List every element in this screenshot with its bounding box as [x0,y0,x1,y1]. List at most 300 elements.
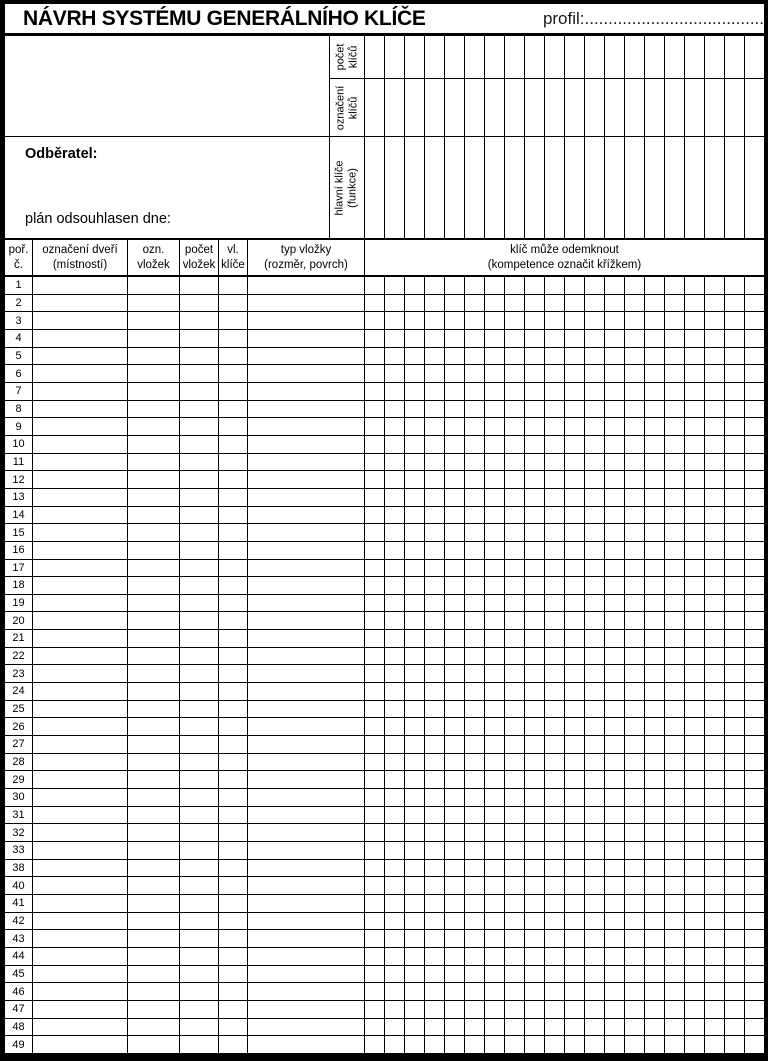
competence-mark-cell [465,842,485,859]
competence-mark-cell [425,648,445,665]
competence-mark-cell [565,295,585,312]
competence-mark-cell [565,1019,585,1036]
competence-mark-cell [425,701,445,718]
competence-mark-cell [365,277,385,294]
cylinder-mark-cell [128,560,180,577]
competence-mark-cell [705,1001,725,1018]
competence-mark-cell [405,630,425,647]
competence-mark-cell [465,895,485,912]
table-row [5,454,764,472]
competence-mark-cell [525,489,545,506]
competence-mark-cell [405,807,425,824]
competence-mark-cell [685,1019,705,1036]
cylinder-count-cell [180,789,219,806]
cylinder-keys-cell [219,560,248,577]
row-number-cell: 49 [5,1036,33,1053]
key-grid-cell [505,36,525,78]
competence-mark-cell [445,789,465,806]
cylinder-keys-cell [219,348,248,365]
key-grid-cell [385,137,405,238]
competence-mark-cell [465,630,485,647]
competence-mark-cell [565,789,585,806]
competence-mark-cell [665,913,685,930]
competence-mark-cell [385,683,405,700]
cylinder-mark-cell [128,630,180,647]
competence-mark-cell [585,560,605,577]
competence-mark-cell [385,401,405,418]
competence-mark-cell [705,789,725,806]
competence-mark-cell [385,277,405,294]
competence-mark-cell [385,524,405,541]
competence-mark-cell [705,895,725,912]
cylinder-mark-cell [128,401,180,418]
column-header-oznaceni-dveri: označení dveří (místností) [33,240,128,275]
competence-mark-cell [625,295,645,312]
cylinder-keys-cell [219,330,248,347]
competence-mark-cell [665,348,685,365]
row-number-cell: 41 [5,895,33,912]
competence-mark-cell [405,754,425,771]
competence-mark-cell [725,312,745,329]
competence-mark-cell [605,524,625,541]
competence-mark-cell [485,895,505,912]
cylinder-mark-cell [128,648,180,665]
row-number-cell: 47 [5,1001,33,1018]
competence-mark-cell [645,789,665,806]
competence-mark-cell [585,330,605,347]
competence-mark-cell [365,842,385,859]
cylinder-type-cell [248,701,365,718]
cylinder-mark-cell [128,789,180,806]
cylinder-count-cell [180,454,219,471]
competence-mark-cell [485,771,505,788]
competence-mark-cell [625,913,645,930]
competence-mark-cell [545,948,565,965]
column-header-ozn-vlozek: ozn. vložek [128,240,180,275]
competence-mark-cell [565,542,585,559]
competence-mark-cell [665,966,685,983]
row-number-cell: 38 [5,860,33,877]
competence-mark-cell [625,595,645,612]
competence-mark-cell [485,683,505,700]
table-row [5,683,764,701]
competence-mark-cell [485,1001,505,1018]
competence-mark-cell [445,454,465,471]
competence-mark-cell [565,489,585,506]
competence-mark-cell [385,895,405,912]
competence-mark-cell [745,930,764,947]
cylinder-keys-cell [219,277,248,294]
competence-mark-cell [385,877,405,894]
door-designation-cell [33,648,128,665]
competence-mark-cell [525,683,545,700]
competence-mark-cell [605,542,625,559]
key-grid-cell [505,79,525,136]
competence-mark-cell [625,524,645,541]
door-designation-cell [33,824,128,841]
competence-mark-cell [585,895,605,912]
competence-mark-cell [605,789,625,806]
cylinder-type-cell [248,913,365,930]
cylinder-keys-cell [219,507,248,524]
competence-mark-cell [365,612,385,629]
competence-mark-cell [745,436,764,453]
competence-mark-cell [725,383,745,400]
door-designation-cell [33,577,128,594]
competence-mark-cell [565,365,585,382]
competence-mark-cell [645,1001,665,1018]
row-label-oznaceni-klicu [330,79,364,137]
competence-mark-cell [385,365,405,382]
competence-mark-cell [585,842,605,859]
cylinder-keys-cell [219,824,248,841]
competence-mark-cell [665,630,685,647]
table-row [5,471,764,489]
competence-mark-cell [445,560,465,577]
competence-mark-cell [705,1019,725,1036]
table-row [5,701,764,719]
competence-mark-cell [685,683,705,700]
competence-mark-cell [645,718,665,735]
cylinder-keys-cell [219,365,248,382]
cylinder-keys-cell [219,612,248,629]
table-row [5,895,764,913]
key-grid-cell [725,137,745,238]
competence-mark-cell [605,948,625,965]
competence-mark-cell [585,454,605,471]
competence-mark-cell [545,983,565,1000]
competence-mark-cell [585,824,605,841]
competence-mark-cell [665,1001,685,1018]
competence-mark-cell [545,383,565,400]
competence-mark-cell [705,683,725,700]
oznaceni-klicu-cells [365,79,764,137]
competence-mark-cell [445,807,465,824]
key-grid-cell [645,137,665,238]
table-row [5,383,764,401]
competence-mark-cell [545,665,565,682]
cylinder-keys-cell [219,754,248,771]
competence-mark-cell [425,683,445,700]
competence-mark-cell [725,330,745,347]
competence-mark-cell [745,277,764,294]
competence-mark-cell [685,771,705,788]
competence-mark-cell [465,860,485,877]
cylinder-type-cell [248,612,365,629]
cylinder-count-cell [180,771,219,788]
competence-mark-cell [505,1036,525,1053]
competence-mark-cell [645,577,665,594]
cylinder-type-cell [248,1001,365,1018]
competence-mark-cell [705,577,725,594]
table-row [5,1001,764,1019]
competence-mark-cell [665,295,685,312]
competence-mark-cell [485,842,505,859]
competence-mark-cell [565,1001,585,1018]
competence-mark-cell [465,1036,485,1053]
competence-mark-cell [705,860,725,877]
competence-mark-cell [525,1036,545,1053]
competence-mark-cell [745,683,764,700]
competence-mark-cell [645,895,665,912]
cylinder-type-cell [248,277,365,294]
cylinder-keys-cell [219,471,248,488]
door-designation-cell [33,842,128,859]
competence-mark-cell [585,507,605,524]
cylinder-count-cell [180,895,219,912]
table-row [5,754,764,772]
competence-mark-cell [445,436,465,453]
competence-mark-cell [365,454,385,471]
competence-mark-cell [665,665,685,682]
door-designation-cell [33,560,128,577]
competence-mark-cell [405,383,425,400]
key-grid-cell [405,36,425,78]
competence-mark-cell [745,365,764,382]
competence-mark-cell [525,983,545,1000]
row-number-cell: 32 [5,824,33,841]
competence-mark-cell [425,436,445,453]
competence-mark-cell [625,348,645,365]
door-designation-cell [33,754,128,771]
competence-mark-cell [545,895,565,912]
competence-mark-cell [565,471,585,488]
competence-mark-cell [705,383,725,400]
row-number-cell: 28 [5,754,33,771]
competence-mark-cell [545,612,565,629]
key-grid-cell [465,36,485,78]
door-designation-cell [33,948,128,965]
competence-mark-cell [445,701,465,718]
competence-mark-cell [365,630,385,647]
competence-mark-cell [485,665,505,682]
competence-mark-cell [705,471,725,488]
competence-mark-cell [505,860,525,877]
table-header-row [5,240,764,277]
competence-mark-cell [745,630,764,647]
competence-mark-cell [685,966,705,983]
table-row [5,630,764,648]
cylinder-keys-cell [219,771,248,788]
cylinder-type-cell [248,966,365,983]
cylinder-keys-cell [219,736,248,753]
cylinder-type-cell [248,524,365,541]
competence-mark-cell [385,930,405,947]
competence-mark-cell [425,401,445,418]
competence-mark-cell [485,718,505,735]
competence-mark-cell [665,577,685,594]
cylinder-mark-cell [128,436,180,453]
competence-mark-cell [365,507,385,524]
competence-mark-cell [645,560,665,577]
competence-mark-cell [745,983,764,1000]
cylinder-keys-cell [219,789,248,806]
competence-mark-cell [645,930,665,947]
competence-mark-cell [685,312,705,329]
competence-mark-cell [585,754,605,771]
customer-region [5,36,330,238]
competence-mark-cell [505,577,525,594]
competence-mark-cell [605,648,625,665]
competence-mark-cell [585,383,605,400]
competence-mark-cell [425,665,445,682]
plan-approved-label: plán odsouhlasen dne: [25,211,171,227]
competence-mark-cell [445,913,465,930]
competence-mark-cell [545,842,565,859]
competence-mark-cell [485,612,505,629]
competence-mark-cell [645,683,665,700]
competence-mark-cell [645,312,665,329]
cylinder-keys-cell [219,418,248,435]
competence-mark-cell [745,560,764,577]
door-designation-cell [33,348,128,365]
cylinder-keys-cell [219,577,248,594]
competence-mark-cell [485,330,505,347]
competence-mark-cell [465,913,485,930]
competence-mark-cell [385,595,405,612]
cylinder-type-cell [248,683,365,700]
key-grid-cell [705,36,725,78]
cylinder-mark-cell [128,824,180,841]
competence-mark-cell [625,877,645,894]
competence-mark-cell [585,312,605,329]
competence-mark-cell [685,401,705,418]
competence-mark-cell [565,330,585,347]
cylinder-keys-cell [219,1001,248,1018]
competence-mark-cell [445,489,465,506]
competence-mark-cell [725,401,745,418]
competence-mark-cell [625,612,645,629]
competence-mark-cell [405,401,425,418]
competence-mark-cell [525,789,545,806]
competence-mark-cell [705,736,725,753]
door-designation-cell [33,966,128,983]
competence-mark-cell [525,295,545,312]
competence-mark-cell [545,1036,565,1053]
competence-mark-cell [665,789,685,806]
competence-mark-cell [505,595,525,612]
row-number-cell: 7 [5,383,33,400]
competence-mark-cell [425,524,445,541]
competence-mark-cell [585,736,605,753]
competence-mark-cell [705,418,725,435]
competence-mark-cell [645,612,665,629]
competence-mark-cell [605,877,625,894]
competence-mark-cell [445,877,465,894]
key-grid-cell [365,36,385,78]
key-grid-cell [565,137,585,238]
competence-mark-cell [525,665,545,682]
competence-mark-cell [505,560,525,577]
competence-mark-cell [585,489,605,506]
column-header-klic-muze-odemknout: klíč může odemknout (kompetence označit křížkem) [487,243,642,271]
cylinder-count-cell [180,277,219,294]
competence-mark-cell [725,418,745,435]
key-grid-cell [545,79,565,136]
competence-mark-cell [505,683,525,700]
competence-mark-cell [465,383,485,400]
competence-mark-cell [745,754,764,771]
competence-mark-cell [685,330,705,347]
competence-mark-cell [665,560,685,577]
competence-mark-cell [525,612,545,629]
competence-mark-cell [425,754,445,771]
competence-mark-cell [365,771,385,788]
door-designation-cell [33,383,128,400]
competence-mark-cell [365,330,385,347]
competence-mark-cell [365,595,385,612]
cylinder-mark-cell [128,383,180,400]
competence-mark-cell [465,1019,485,1036]
competence-mark-cell [585,948,605,965]
cylinder-mark-cell [128,807,180,824]
competence-mark-cell [645,489,665,506]
competence-mark-cell [685,930,705,947]
competence-mark-cell [505,895,525,912]
competence-mark-cell [545,683,565,700]
competence-mark-cell [465,718,485,735]
competence-mark-cell [425,418,445,435]
cylinder-mark-cell [128,860,180,877]
competence-mark-cell [645,701,665,718]
cylinder-mark-cell [128,507,180,524]
competence-mark-cell [725,665,745,682]
cylinder-type-cell [248,348,365,365]
key-grid-cell [585,137,605,238]
competence-mark-cell [605,1036,625,1053]
competence-mark-cell [725,895,745,912]
competence-mark-cell [685,860,705,877]
door-designation-cell [33,524,128,541]
competence-mark-cell [685,612,705,629]
competence-mark-cell [545,789,565,806]
competence-mark-cell [405,560,425,577]
competence-mark-cell [445,683,465,700]
competence-mark-cell [385,789,405,806]
cylinder-count-cell [180,489,219,506]
competence-mark-cell [745,577,764,594]
competence-mark-cell [645,1019,665,1036]
cylinder-mark-cell [128,277,180,294]
competence-mark-cell [605,913,625,930]
cylinder-keys-cell [219,454,248,471]
competence-mark-cell [685,295,705,312]
competence-mark-cell [425,471,445,488]
competence-mark-cell [425,824,445,841]
competence-mark-cell [545,807,565,824]
competence-mark-cell [645,771,665,788]
competence-mark-cell [745,895,764,912]
competence-mark-cell [425,877,445,894]
competence-mark-cell [385,1001,405,1018]
competence-mark-cell [625,718,645,735]
table-row [5,877,764,895]
table-row [5,401,764,419]
cylinder-mark-cell [128,612,180,629]
competence-mark-cell [745,471,764,488]
competence-mark-cell [505,612,525,629]
cylinder-type-cell [248,577,365,594]
cylinder-type-cell [248,860,365,877]
competence-mark-cell [705,807,725,824]
competence-mark-cell [385,824,405,841]
competence-mark-cell [405,913,425,930]
competence-mark-cell [485,1036,505,1053]
competence-mark-cell [565,913,585,930]
row-number-cell: 12 [5,471,33,488]
row-number-cell: 19 [5,595,33,612]
competence-mark-cell [665,277,685,294]
